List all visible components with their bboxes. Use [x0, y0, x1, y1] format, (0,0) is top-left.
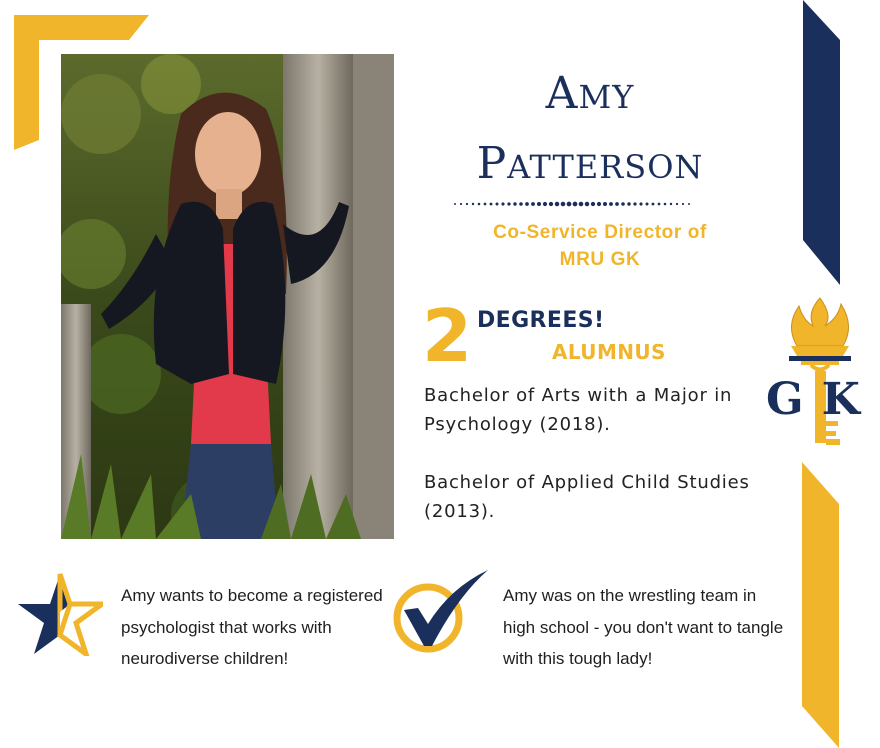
fact-2-text: Amy was on the wrestling team in high school - you don't want to tangle with this tough lady!: [503, 586, 784, 668]
role-title: [440, 219, 760, 273]
degree-2-text: Bachelor of Applied Child Studies (2013).: [424, 472, 750, 522]
dotted-divider: [452, 201, 692, 207]
degrees-label: DEGREES!: [477, 308, 605, 333]
degree-count: 2: [422, 294, 473, 378]
gold-bar-decoration: [797, 462, 847, 748]
navy-bar-decoration: [795, 0, 845, 285]
role-line-2: MRU GK: [559, 249, 641, 270]
fact-1-text: Amy wants to become a registered psychologist that works with neurodiverse children!: [121, 586, 383, 668]
last-name: PATTERSON: [476, 138, 704, 189]
logo-text: GK: [766, 374, 878, 425]
profile-photo: [61, 54, 394, 539]
role-line-1: Co-Service Director of: [493, 222, 707, 243]
torch-flame-icon: [791, 298, 848, 346]
gk-key-logo: [763, 296, 878, 454]
checkmark-icon: [388, 566, 492, 658]
profile-photo-illustration: [61, 54, 394, 539]
first-name: AMY: [545, 68, 635, 119]
degree-1-text: Bachelor of Arts with a Major in Psychology (2018).: [424, 385, 733, 435]
alumnus-label: ALUMNUS: [552, 340, 666, 364]
star-icon: [17, 572, 103, 656]
